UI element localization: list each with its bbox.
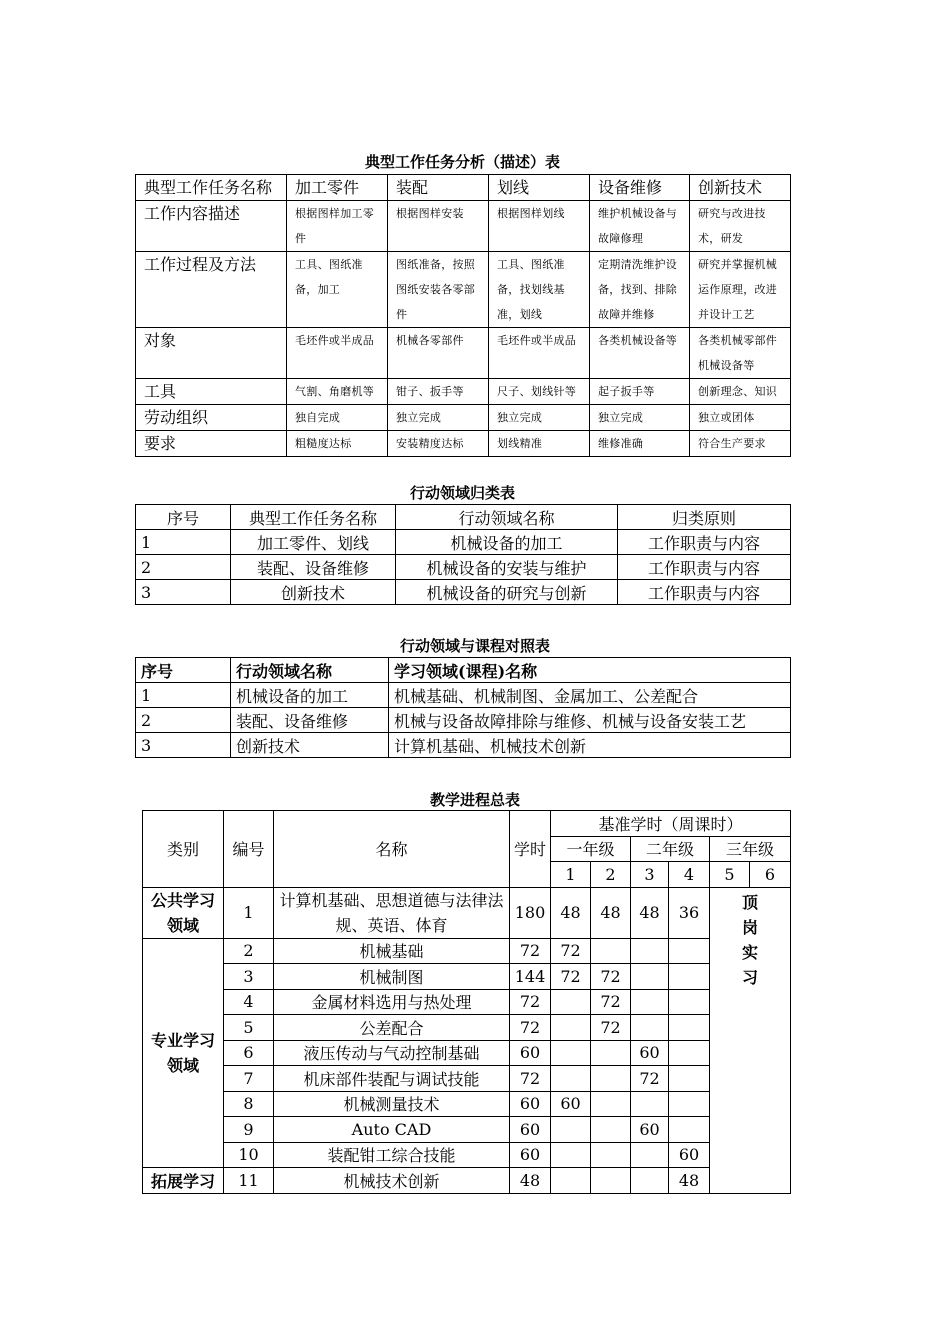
header-cell: 序号 — [136, 505, 231, 530]
table-cell: 机械基础、机械制图、金属加工、公差配合 — [389, 683, 791, 708]
table-row — [136, 555, 791, 580]
table-cell: 机械设备的研究与创新 — [396, 580, 618, 605]
table-cell: 公差配合 — [274, 1015, 510, 1041]
table-cell: 1 — [136, 683, 231, 708]
table-cell — [551, 1066, 591, 1092]
table-cell: 工具、图纸准备，加工 — [287, 252, 388, 328]
table-cell: 毛坯件或半成品 — [287, 328, 388, 379]
course-mapping-table — [135, 657, 791, 758]
table-cell: 气割、角磨机等 — [287, 379, 388, 405]
table-cell — [631, 938, 669, 964]
table-row — [136, 328, 791, 379]
table-cell: 48 — [669, 1168, 710, 1194]
header-cell: 归类原则 — [618, 505, 791, 530]
task-analysis-table — [135, 174, 791, 457]
table-row — [143, 964, 791, 990]
table4-title: 教学进程总表 — [429, 791, 520, 809]
table-cell: 60 — [669, 1142, 710, 1168]
table-cell: 72 — [510, 1015, 551, 1041]
table-cell: 48 — [510, 1168, 551, 1194]
header-year3: 三年级 — [710, 836, 791, 862]
header-base-hours: 基准学时（周课时） — [551, 811, 791, 837]
table-cell: 工作职责与内容 — [618, 530, 791, 555]
table-row — [136, 733, 791, 758]
action-field-table — [135, 504, 791, 605]
table-cell — [591, 1168, 631, 1194]
table-cell: 毛坯件或半成品 — [489, 328, 590, 379]
table-cell: 机械与设备故障排除与维修、机械与设备安装工艺 — [389, 708, 791, 733]
header-cell: 典型工作任务名称 — [231, 505, 396, 530]
category-extension: 拓展学习 — [143, 1168, 224, 1194]
table-cell: 72 — [510, 989, 551, 1015]
table-row — [143, 938, 791, 964]
table-cell: 尺子、划线针等 — [489, 379, 590, 405]
table-cell — [551, 1142, 591, 1168]
table-row — [143, 1015, 791, 1041]
table-cell — [669, 1117, 710, 1143]
table-row — [143, 887, 791, 938]
table-cell: 独自完成 — [287, 405, 388, 431]
header-cell: 装配 — [388, 175, 489, 201]
table-cell: 3 — [136, 733, 231, 758]
table-cell: 4 — [224, 989, 274, 1015]
table-cell — [551, 1117, 591, 1143]
table-cell: 144 — [510, 964, 551, 990]
table-cell: 维护机械设备与故障修理 — [590, 201, 690, 252]
table-row — [136, 379, 791, 405]
table-cell: 180 — [510, 887, 551, 938]
table-cell: 创新技术 — [231, 733, 389, 758]
internship-label: 顶岗实习 — [742, 892, 759, 987]
table-cell: 60 — [631, 1117, 669, 1143]
table-row — [143, 1117, 791, 1143]
table-cell — [669, 938, 710, 964]
table-cell: 3 — [136, 580, 231, 605]
header-term: 3 — [631, 862, 669, 888]
table-row — [136, 683, 791, 708]
table-cell: 60 — [510, 1117, 551, 1143]
table-cell — [551, 1040, 591, 1066]
table3-title: 行动领域与课程对照表 — [399, 637, 550, 655]
table-cell: 72 — [591, 989, 631, 1015]
table-cell: 机械测量技术 — [274, 1091, 510, 1117]
row-label: 工作过程及方法 — [136, 252, 287, 328]
table-cell — [669, 964, 710, 990]
table-row — [136, 505, 791, 530]
table-cell — [631, 989, 669, 1015]
table-cell: 48 — [551, 887, 591, 938]
table-cell: 钳子、扳手等 — [388, 379, 489, 405]
table-cell: 独立完成 — [489, 405, 590, 431]
table-row — [143, 1142, 791, 1168]
table-cell: 6 — [224, 1040, 274, 1066]
header-term: 1 — [551, 862, 591, 888]
header-cell: 行动领域名称 — [231, 658, 389, 683]
header-cell: 序号 — [136, 658, 231, 683]
table-cell: 液压传动与气动控制基础 — [274, 1040, 510, 1066]
table-cell: 装配、设备维修 — [231, 555, 396, 580]
header-category: 类别 — [143, 811, 224, 888]
table-cell — [631, 964, 669, 990]
table-row — [143, 989, 791, 1015]
category-professional-label: 专业学习领域 — [150, 1030, 215, 1075]
table-cell: 加工零件、划线 — [231, 530, 396, 555]
row-label: 对象 — [136, 328, 287, 379]
table-row — [143, 811, 791, 837]
table-cell: 维修准确 — [590, 431, 690, 457]
table-cell: 3 — [224, 964, 274, 990]
table-cell: 工作职责与内容 — [618, 555, 791, 580]
category-public — [143, 887, 224, 938]
table-row — [136, 405, 791, 431]
table-cell: 机械设备的加工 — [396, 530, 618, 555]
header-number: 编号 — [224, 811, 274, 888]
table-cell — [631, 1091, 669, 1117]
table-cell: 定期清洗维护设备，找到、排除故障并维修 — [590, 252, 690, 328]
row-label: 要求 — [136, 431, 287, 457]
table-cell: 72 — [551, 964, 591, 990]
table-cell — [631, 1168, 669, 1194]
row-label: 工具 — [136, 379, 287, 405]
header-cell: 设备维修 — [590, 175, 690, 201]
table-cell: 计算机基础、思想道德与法律法规、英语、体育 — [274, 887, 510, 938]
table-row — [136, 175, 791, 201]
table-cell: 72 — [631, 1066, 669, 1092]
table-cell — [631, 1015, 669, 1041]
table-cell — [669, 989, 710, 1015]
table-cell: 60 — [551, 1091, 591, 1117]
table-cell: 金属材料选用与热处理 — [274, 989, 510, 1015]
table-cell — [669, 1040, 710, 1066]
table-cell — [669, 1066, 710, 1092]
header-cell: 学习领域(课程)名称 — [389, 658, 791, 683]
table-cell: 60 — [510, 1091, 551, 1117]
table-cell: 独立完成 — [590, 405, 690, 431]
header-cell: 划线 — [489, 175, 590, 201]
table-cell: 粗糙度达标 — [287, 431, 388, 457]
table-cell: 各类机械设备等 — [590, 328, 690, 379]
table-cell: 创新技术 — [231, 580, 396, 605]
table-row — [136, 431, 791, 457]
table-cell: 工作职责与内容 — [618, 580, 791, 605]
table-cell — [591, 1040, 631, 1066]
table-cell: 研究与改进技术，研发 — [690, 201, 791, 252]
table-cell: 起子扳手等 — [590, 379, 690, 405]
table-cell: 2 — [136, 555, 231, 580]
table-cell: 72 — [510, 1066, 551, 1092]
table-cell: 机械制图 — [274, 964, 510, 990]
table-cell: 创新理念、知识 — [690, 379, 791, 405]
table-cell: 图纸准备，按照图纸安装各零部件 — [388, 252, 489, 328]
table-row — [136, 252, 791, 328]
table-cell: 装配、设备维修 — [231, 708, 389, 733]
table-row — [143, 1168, 791, 1194]
table-cell: 11 — [224, 1168, 274, 1194]
table-cell: 5 — [224, 1015, 274, 1041]
table-cell: 2 — [224, 938, 274, 964]
table-cell: 60 — [510, 1040, 551, 1066]
table-cell: 根据图样划线 — [489, 201, 590, 252]
table-row — [136, 201, 791, 252]
table-cell: 机械设备的安装与维护 — [396, 555, 618, 580]
table-cell: 2 — [136, 708, 231, 733]
row-label: 工作内容描述 — [136, 201, 287, 252]
table-row — [143, 1091, 791, 1117]
table-cell: 机械基础 — [274, 938, 510, 964]
table-cell — [551, 1015, 591, 1041]
table-cell: 独立完成 — [388, 405, 489, 431]
header-term: 6 — [750, 862, 791, 888]
table-cell: 60 — [510, 1142, 551, 1168]
table-cell: 72 — [510, 938, 551, 964]
table1-title: 典型工作任务分析（描述）表 — [364, 153, 560, 171]
header-term: 4 — [669, 862, 710, 888]
table2-title: 行动领域归类表 — [409, 484, 515, 502]
table-cell — [669, 1015, 710, 1041]
table-cell: 机械设备的加工 — [231, 683, 389, 708]
table-cell: 独立或团体 — [690, 405, 791, 431]
table-cell: 机械技术创新 — [274, 1168, 510, 1194]
table-row — [136, 658, 791, 683]
table-cell: 72 — [551, 938, 591, 964]
table-cell: 36 — [669, 887, 710, 938]
table-cell: 各类机械零部件机械设备等 — [690, 328, 791, 379]
header-cell: 典型工作任务名称 — [136, 175, 287, 201]
table-cell — [669, 1091, 710, 1117]
table-cell — [591, 1066, 631, 1092]
table-cell: 10 — [224, 1142, 274, 1168]
table-cell — [591, 1091, 631, 1117]
table-cell: 机床部件装配与调试技能 — [274, 1066, 510, 1092]
table-cell: 1 — [136, 530, 231, 555]
row-label: 劳动组织 — [136, 405, 287, 431]
table-cell: 48 — [591, 887, 631, 938]
internship-cell — [710, 887, 791, 1193]
table-cell: 符合生产要求 — [690, 431, 791, 457]
table-cell: 48 — [631, 887, 669, 938]
table-cell — [591, 938, 631, 964]
header-name: 名称 — [274, 811, 510, 888]
header-cell: 加工零件 — [287, 175, 388, 201]
header-term: 2 — [591, 862, 631, 888]
table-cell: 9 — [224, 1117, 274, 1143]
table-row — [143, 1066, 791, 1092]
table-cell: 1 — [224, 887, 274, 938]
table-cell — [591, 1142, 631, 1168]
table-cell: 机械各零部件 — [388, 328, 489, 379]
table-cell — [591, 1117, 631, 1143]
category-public-label: 公共学习领域 — [150, 890, 215, 935]
table-cell: Auto CAD — [274, 1117, 510, 1143]
table-row — [143, 1040, 791, 1066]
table-cell: 研究并掌握机械运作原理，改进并设计工艺 — [690, 252, 791, 328]
teaching-schedule-table — [142, 810, 791, 1194]
table-row — [136, 708, 791, 733]
table-cell: 72 — [591, 964, 631, 990]
table-cell: 计算机基础、机械技术创新 — [389, 733, 791, 758]
table-cell: 根据图样加工零件 — [287, 201, 388, 252]
category-professional — [143, 938, 224, 1168]
table-cell: 划线精准 — [489, 431, 590, 457]
table-cell: 7 — [224, 1066, 274, 1092]
header-cell: 创新技术 — [690, 175, 791, 201]
table-cell: 8 — [224, 1091, 274, 1117]
table-cell — [631, 1142, 669, 1168]
header-year1: 一年级 — [551, 836, 631, 862]
table-row — [136, 530, 791, 555]
header-cell: 行动领域名称 — [396, 505, 618, 530]
table-cell: 装配钳工综合技能 — [274, 1142, 510, 1168]
table-cell — [551, 989, 591, 1015]
table-cell: 60 — [631, 1040, 669, 1066]
table-row — [136, 580, 791, 605]
header-year2: 二年级 — [631, 836, 710, 862]
table-cell: 安装精度达标 — [388, 431, 489, 457]
header-hours: 学时 — [510, 811, 551, 888]
header-term: 5 — [710, 862, 750, 888]
table-cell: 72 — [591, 1015, 631, 1041]
table-cell — [551, 1168, 591, 1194]
table-cell: 工具、图纸准备，找划线基准，划线 — [489, 252, 590, 328]
table-cell: 根据图样安装 — [388, 201, 489, 252]
